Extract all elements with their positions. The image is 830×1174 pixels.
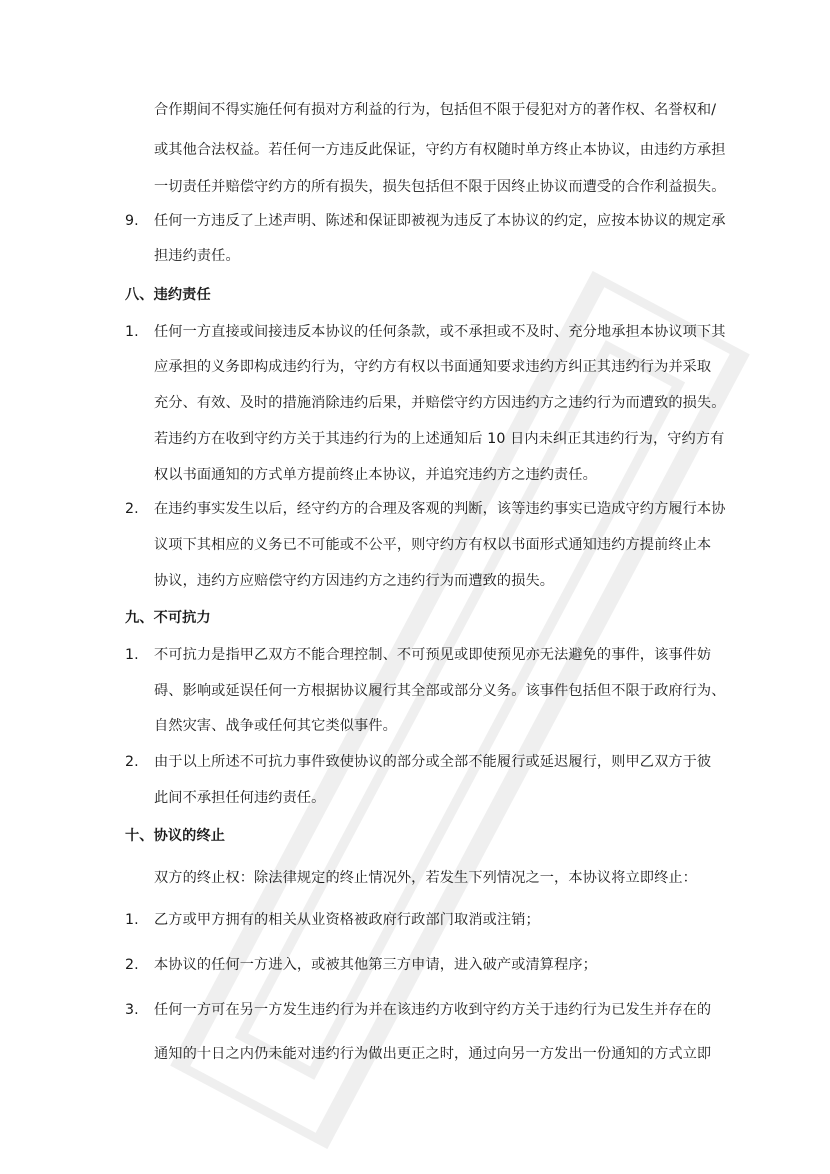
item-number: 2. [125, 754, 139, 770]
clause-7-continuation-line-1: 合作期间不得实施任何有损对方利益的行为，包括但不限于侵犯对方的著作权、名誉权和/ [154, 102, 717, 118]
item-number: 2. [125, 957, 139, 973]
section-8-item-1-line-5: 权以书面通知的方式单方提前终止本协议，并追究违约方之违约责任。 [154, 467, 597, 483]
section-9-heading: 九、不可抗力 [125, 610, 211, 626]
item-number: 1. [125, 647, 139, 663]
clause-7-continuation-line-3: 一切责任并赔偿守约方的所有损失，损失包括但不限于因终止协议而遭受的合作利益损失。 [154, 179, 726, 195]
section-10-item-2-line-1: 本协议的任何一方进入，或被其他第三方申请，进入破产或清算程序； [154, 957, 597, 973]
section-10-intro: 双方的终止权：除法律规定的终止情况外，若发生下列情况之一，本协议将立即终止： [154, 870, 697, 886]
clause-7-item-9-line-2: 担违约责任。 [154, 248, 240, 264]
section-10-item-3-line-2: 通知的十日之内仍未能对违约行为做出更正之时，通过向另一方发出一份通知的方式立即 [154, 1046, 712, 1062]
section-9-item-1-line-1: 不可抗力是指甲乙双方不能合理控制、不可预见或即使预见亦无法避免的事件，该事件妨 [154, 647, 712, 663]
section-9-item-1-line-3: 自然灾害、战争或任何其它类似事件。 [154, 718, 397, 734]
section-9-item-2-line-2: 此间不承担任何违约责任。 [154, 790, 326, 806]
section-10-heading: 十、协议的终止 [125, 828, 226, 844]
item-number: 3. [125, 1002, 139, 1018]
section-9-item-2-line-1: 由于以上所述不可抗力事件致使协议的部分或全部不能履行或延迟履行，则甲乙双方于彼 [154, 754, 712, 770]
section-8-item-1-line-1: 任何一方直接或间接违反本协议的任何条款，或不承担或不及时、充分地承担本协议项下其 [154, 324, 726, 340]
section-8-item-2-line-1: 在违约事实发生以后，经守约方的合理及客观的判断，该等违约事实已造成守约方履行本协 [154, 501, 726, 517]
section-9-item-1-line-2: 碍、影响或延误任何一方根据协议履行其全部或部分义务。该事件包括但不限于政府行为、 [154, 683, 726, 699]
item-number: 1. [125, 324, 139, 340]
section-8-item-1-line-3: 充分、有效、及时的措施消除违约后果，并赔偿守约方因违约方之违约行为而遭致的损失。 [154, 395, 726, 411]
item-number: 9. [125, 213, 139, 229]
clause-7-continuation-line-2: 或其他合法权益。若任何一方违反此保证，守约方有权随时单方终止本协议，由违约方承担 [154, 142, 726, 158]
clause-7-item-9-line-1: 任何一方违反了上述声明、陈述和保证即被视为违反了本协议的约定，应按本协议的规定承 [154, 213, 726, 229]
section-8-heading: 八、违约责任 [125, 287, 211, 303]
section-8-item-1-line-4: 若违约方在收到守约方关于其违约行为的上述通知后 10 日内未纠正其违约行为，守约方有 [154, 431, 725, 447]
item-number: 2. [125, 501, 139, 517]
item-number: 1. [125, 912, 139, 928]
section-10-item-1-line-1: 乙方或甲方拥有的相关从业资格被政府行政部门取消或注销； [154, 912, 540, 928]
section-8-item-2-line-3: 协议，违约方应赔偿守约方因违约方之违约行为而遭致的损失。 [154, 573, 555, 589]
section-8-item-1-line-2: 应承担的义务即构成违约行为，守约方有权以书面通知要求违约方纠正其违约行为并采取 [154, 359, 712, 375]
section-10-item-3-line-1: 任何一方可在另一方发生违约行为并在该违约方收到守约方关于违约行为已发生并存在的 [154, 1002, 712, 1018]
section-8-item-2-line-2: 议项下其相应的义务已不可能或不公平，则守约方有权以书面形式通知违约方提前终止本 [154, 537, 712, 553]
